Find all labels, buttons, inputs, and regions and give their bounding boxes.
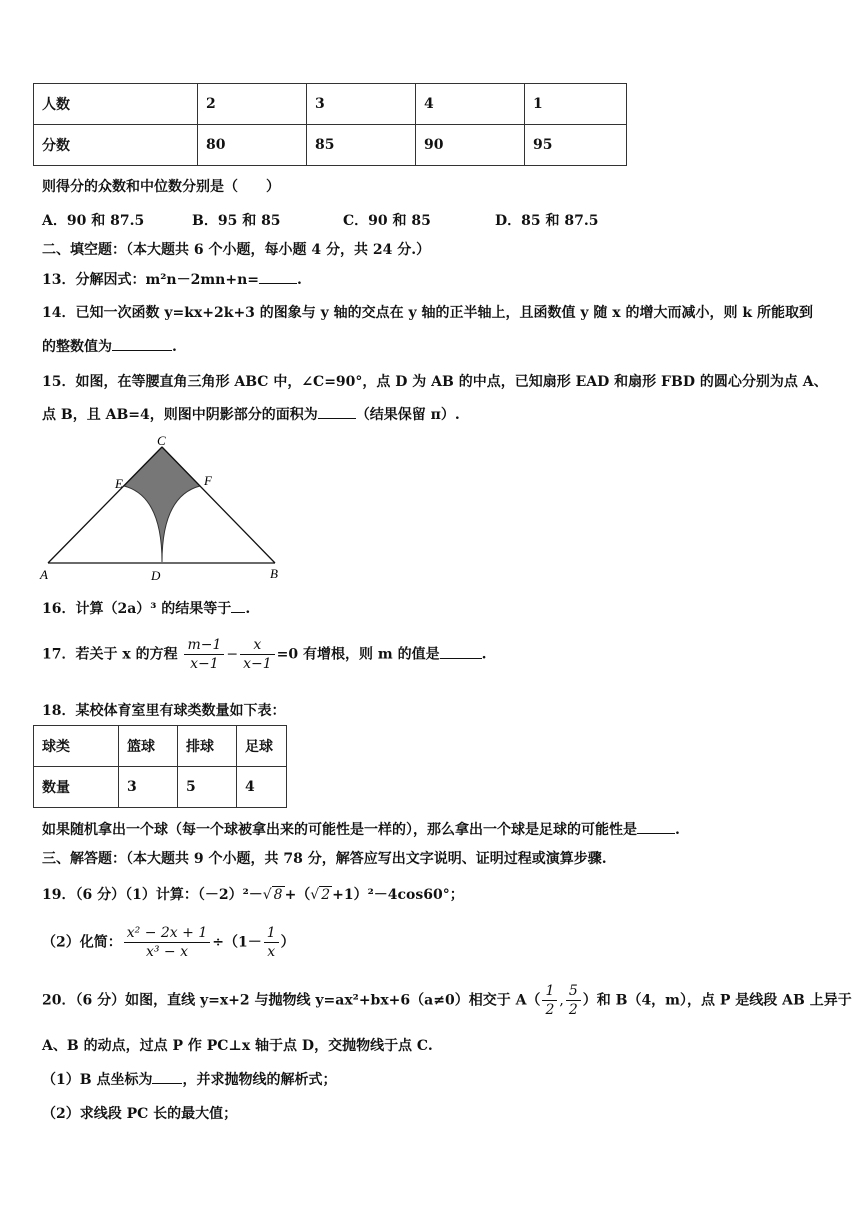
answer-blank (259, 271, 297, 284)
label-a: A (40, 567, 48, 582)
answer-blank (112, 338, 172, 351)
answer-blank (318, 406, 356, 419)
side-bc (162, 447, 275, 563)
q18-stem: 18．某校体育室里有球类数量如下表： (42, 703, 286, 719)
label-b: B (270, 566, 278, 581)
q17-pre: 17．若关于 x 的方程 (42, 646, 178, 663)
table-cell: 分数 (34, 125, 198, 166)
q14-end: . (172, 339, 177, 355)
q16 (42, 598, 250, 618)
q20-line1-pre: 20．（6 分）如图，直线 y=x+2 与抛物线 y=ax²+bx+6（a≠0）相交于 A（ (42, 992, 541, 1009)
q13 (42, 269, 302, 289)
q14-text: 的整数值为 (42, 339, 112, 355)
side-ac (48, 447, 162, 563)
square-root: √ 2 (310, 887, 331, 903)
section-3-heading: 三、解答题：（本大题共 9 个小题，共 78 分，解答应写出文字说明、证明过程或演算步骤. (42, 851, 607, 867)
q19-part1-post: +1）²－4cos60°； (332, 887, 464, 903)
table-cell: 85 (307, 125, 416, 166)
score-table (33, 83, 627, 166)
q17 (42, 636, 486, 673)
q12-option-b: B．95 和 85 (192, 213, 281, 229)
fraction-numerator: 1 (542, 982, 557, 1001)
fraction-denominator: x−1 (243, 656, 272, 672)
radicand: 8 (273, 887, 283, 903)
q19-part2 (42, 924, 295, 961)
answer-blank (637, 821, 675, 834)
table-cell: 5 (178, 767, 237, 808)
table-cell: 人数 (34, 84, 198, 125)
fraction-denominator: 2 (545, 1002, 555, 1018)
q15-text: 点 B，且 AB=4，则图中阴影部分的面积为 (42, 407, 318, 423)
q12-option-c: C．90 和 85 (343, 213, 431, 229)
table-cell: 1 (525, 84, 627, 125)
q15-end: （结果保留 π）. (355, 407, 460, 423)
label-f: F (204, 473, 212, 488)
answer-blank (152, 1071, 182, 1084)
table-cell: 数量 (34, 767, 119, 808)
q19-fraction (124, 924, 210, 961)
minus-sign: − (226, 646, 239, 663)
label-e: E (115, 476, 123, 491)
q20-line1-post: ）和 B（4，m），点 P 是线段 AB 上异于 (582, 992, 852, 1009)
fraction-numerator: m−1 (184, 636, 224, 655)
q16-text: 16．计算（2a）³ 的结果等于 (42, 601, 232, 617)
q20-sub1 (42, 1069, 336, 1089)
table-cell: 排球 (178, 726, 237, 767)
q13-end: . (296, 272, 302, 288)
table-cell: 篮球 (119, 726, 178, 767)
square-root: √ 8 (262, 887, 283, 903)
point-a-y (566, 982, 581, 1019)
table-cell: 4 (416, 84, 525, 125)
fraction-denominator: 2 (568, 1002, 578, 1018)
answer-blank (231, 600, 245, 613)
q15-line1: 15．如图，在等腰直角三角形 ABC 中，∠C=90°，点 D 为 AB 的中点，已知扇形 EAD 和扇形 FBD 的圆心分别为点 A、 (42, 374, 828, 390)
q20-sub2: （2）求线段 PC 长的最大值； (42, 1106, 238, 1122)
fraction-numerator: 5 (566, 982, 581, 1001)
comma: , (559, 992, 564, 1009)
fraction-denominator: x (267, 944, 276, 960)
q14-line2 (42, 336, 177, 356)
q16-end: . (245, 601, 251, 617)
section-2-heading: 二、填空题：（本大题共 6 个小题，每小题 4 分，共 24 分.） (42, 242, 431, 258)
q19-part1-mid: +（ (284, 887, 311, 903)
triangle-figure (38, 434, 288, 586)
table-cell: 足球 (237, 726, 287, 767)
q19-part1-pre: 19．（6 分）（1）计算：（－2）²－ (42, 887, 263, 903)
q15-line2 (42, 404, 460, 424)
q19-part2-mid: ÷（1－ (212, 934, 262, 951)
fraction-numerator: 1 (264, 924, 279, 943)
table-cell: 4 (237, 767, 287, 808)
fraction-numerator: x² − 2x + 1 (124, 924, 210, 943)
radicand: 2 (321, 887, 331, 903)
q20-line1 (42, 982, 852, 1019)
q14-line1: 14．已知一次函数 y=kx+2k+3 的图象与 y 轴的交点在 y 轴的正半轴上，且函数值 y 随 x 的增大而减小，则 k 所能取到 (42, 305, 813, 321)
q20-line2: A、B 的动点，过点 P 作 PC⊥x 轴于点 D，交抛物线于点 C. (42, 1038, 433, 1054)
table-cell: 3 (307, 84, 416, 125)
q17-fraction-2 (240, 636, 275, 673)
q12-option-a: A．90 和 87.5 (42, 213, 145, 229)
q18-text: 如果随机拿出一个球（每一个球被拿出来的可能性是一样的），那么拿出一个球是足球的可能性是 (42, 822, 637, 838)
q13-text: 13．分解因式：m²n－2mn+n= (42, 272, 259, 288)
point-a-x (542, 982, 557, 1019)
q17-post: =0 有增根，则 m 的值是 (276, 646, 440, 663)
q19-fraction-2 (264, 924, 279, 961)
q19-part2-pre: （2）化简： (42, 934, 122, 951)
q17-fraction-1 (184, 636, 224, 673)
q17-end: . (481, 646, 487, 663)
q19-part2-post: ） (280, 934, 295, 951)
q20-sub1-post: ，并求抛物线的解析式； (182, 1072, 337, 1088)
table-cell: 2 (198, 84, 307, 125)
table-cell: 80 (198, 125, 307, 166)
table-cell: 90 (416, 125, 525, 166)
q12-stem: 则得分的众数和中位数分别是（ ） (42, 179, 280, 195)
ball-count-table (33, 725, 287, 808)
q18-end: . (675, 822, 680, 838)
q19-part1 (42, 884, 464, 904)
fraction-denominator: x³ − x (145, 944, 189, 960)
q20-sub1-pre: （1）B 点坐标为 (42, 1072, 153, 1088)
table-cell: 3 (119, 767, 178, 808)
table-cell: 球类 (34, 726, 119, 767)
answer-blank (440, 646, 482, 659)
fraction-denominator: x−1 (190, 656, 219, 672)
fraction-numerator: x (240, 636, 275, 655)
q18-question (42, 819, 680, 839)
q12-option-d: D．85 和 87.5 (495, 213, 599, 229)
table-cell: 95 (525, 125, 627, 166)
label-c: C (157, 434, 166, 448)
label-d: D (151, 568, 161, 583)
